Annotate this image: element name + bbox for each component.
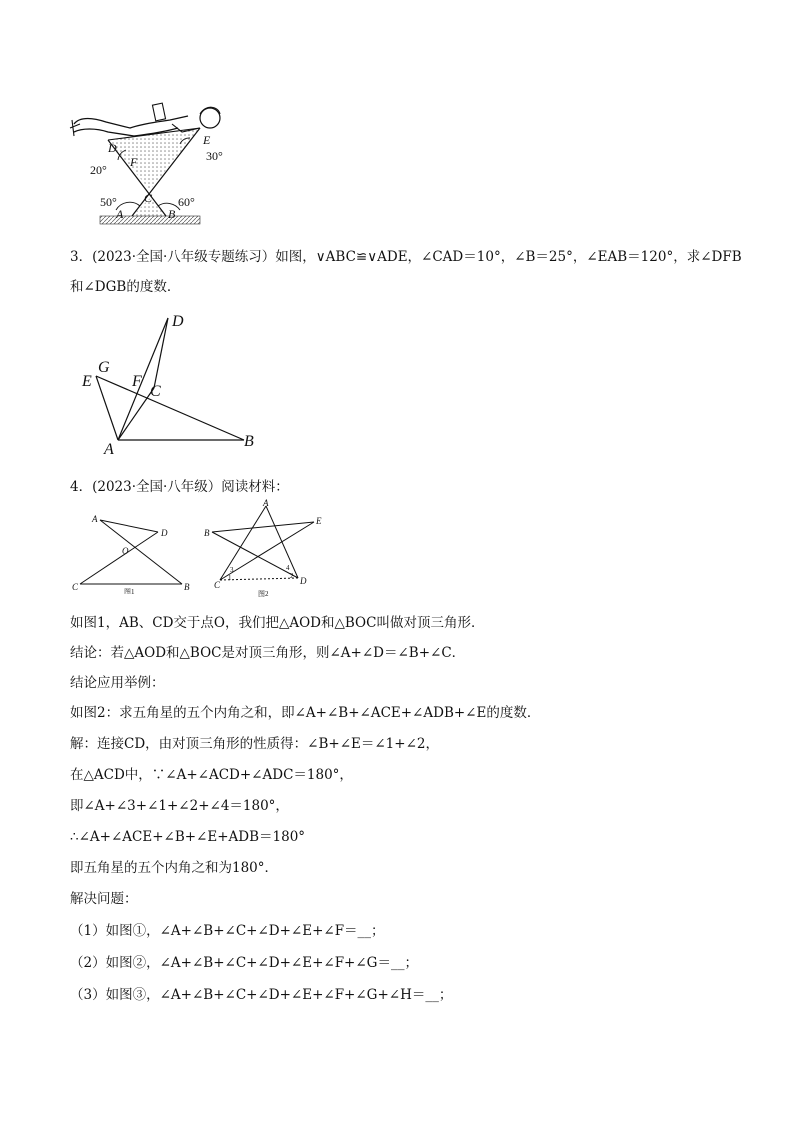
top-label-F: F [130, 155, 138, 169]
fig2-angle-2: 2 [290, 572, 294, 580]
q4-figure-2 [200, 498, 330, 598]
q4-line-11: （1）如图①，∠A+∠B+∠C+∠D+∠E+∠F＝__； [70, 923, 385, 939]
q4-line-9: 即五角星的五个内角之和为180°． [70, 860, 279, 876]
q4-line-10: 解决问题： [70, 891, 138, 907]
fig1-label-D: D [161, 528, 168, 538]
top-label-A: A [116, 207, 124, 221]
top-label-B: B [168, 207, 176, 221]
q3-label-C: C [150, 383, 161, 400]
q4-line-8: ∴∠A+∠ACE+∠B+∠E+ADB＝180° [70, 829, 306, 845]
reclining-person-figure [60, 98, 240, 226]
q3-label-G: G [98, 359, 110, 376]
q3-label-D: D [172, 313, 184, 330]
q3-triangle-figure [76, 308, 266, 458]
q4-line-1: 如图1，AB、CD交于点O，我们把△AOD和△BOC叫做对顶三角形． [70, 615, 485, 631]
fig2-label-E: E [316, 516, 322, 526]
q3-label-E: E [82, 373, 92, 390]
fig2-label-A: A [263, 498, 269, 508]
top-angle-20: 20° [90, 163, 107, 177]
q3-label-B: B [244, 433, 254, 450]
fig2-angle-3: 3 [230, 566, 234, 574]
q3-label-A: A [104, 441, 114, 458]
fig2-angle-1: 1 [228, 574, 232, 582]
fig1-label-B: B [184, 582, 190, 592]
fig2-caption: 图2 [258, 590, 269, 598]
q4-line-12: （2）如图②，∠A+∠B+∠C+∠D+∠E+∠F+∠G＝__； [70, 955, 418, 971]
q4-line-6: 在△ACD中，∵∠A+∠ACD+∠ADC＝180°， [70, 767, 353, 783]
q3-text-line1: 3．(2023·全国·八年级专题练习）如图，∨ABC≌∨ADE，∠CAD＝10°，∠B＝25°，∠EAB＝120°，求∠DFB [70, 249, 742, 265]
fig2-angle-4: 4 [286, 564, 290, 572]
fig1-label-O: O [122, 546, 129, 556]
q4-line-4: 如图2：求五角星的五个内角之和，即∠A+∠B+∠ACE+∠ADB+∠E的度数． [70, 705, 541, 721]
fig1-label-C: C [72, 582, 79, 592]
fig2-label-B: B [204, 528, 210, 538]
q4-line-5: 解：连接CD，由对顶三角形的性质得：∠B+∠E＝∠1+∠2， [70, 736, 439, 752]
top-label-E: E [203, 133, 211, 147]
top-label-D: D [108, 141, 117, 155]
q4-line-13: （3）如图③，∠A+∠B+∠C+∠D+∠E+∠F+∠G+∠H＝__； [70, 987, 453, 1003]
q4-line-3: 结论应用举例： [70, 675, 165, 691]
top-angle-30: 30° [206, 149, 223, 163]
q4-figure-1 [66, 510, 196, 594]
q4-line-7: 即∠A+∠3+∠1+∠2+∠4＝180°， [70, 798, 289, 814]
q4-line-2: 结论：若△AOD和△BOC是对顶三角形，则∠A+∠D＝∠B+∠C． [70, 645, 466, 661]
q4-intro: 4．(2023·全国·八年级）阅读材料： [70, 479, 289, 495]
fig1-caption: 图1 [124, 588, 135, 594]
q3-text-line2: 和∠DGB的度数． [70, 279, 181, 295]
fig1-label-A: A [92, 514, 98, 524]
top-angle-50: 50° [100, 195, 117, 209]
fig2-label-C: C [214, 580, 221, 590]
top-label-C: C [144, 191, 153, 205]
fig2-label-D: D [300, 576, 307, 586]
top-angle-60: 60° [178, 195, 195, 209]
q3-label-F: F [132, 373, 142, 390]
